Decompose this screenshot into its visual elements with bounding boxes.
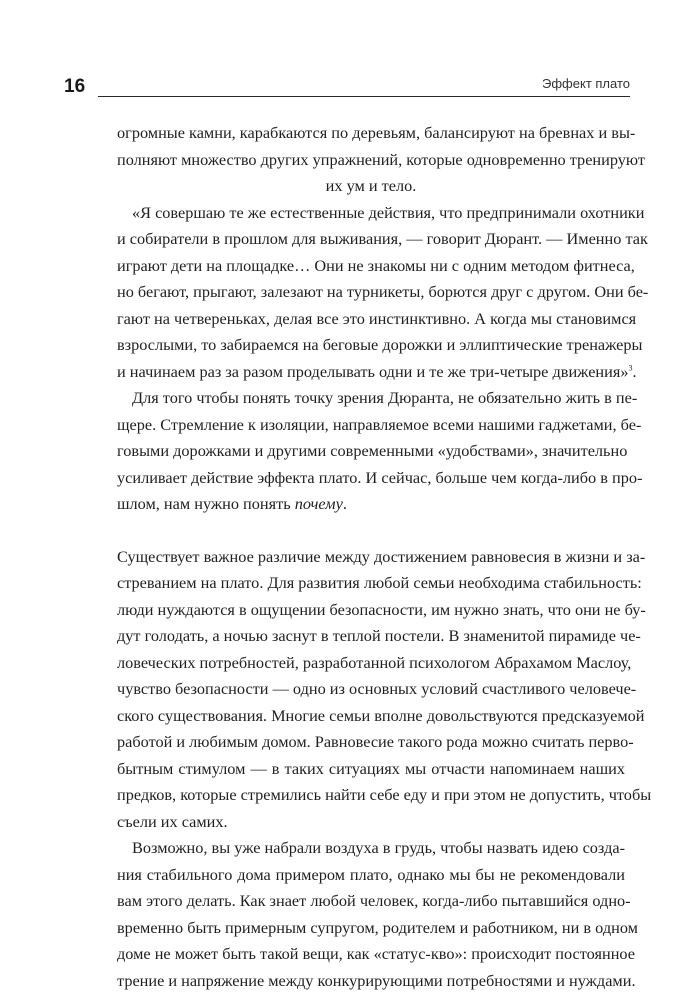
- text-line: шлом, нам нужно понять: [117, 494, 291, 513]
- text-line: предков, которые стремились найти себе еду и при этом не допустить, чтобы: [117, 785, 652, 804]
- text-line: «Я совершаю те же естественные действия, что предпринимали охотники: [132, 202, 645, 222]
- text-line: люди нуждаются в ощущении безопасности, им нужно знать, что они не бу-: [117, 599, 646, 619]
- running-title: Эффект плато: [542, 76, 630, 91]
- text-line: огромные камни, карабкаются по деревьям, балансируют на бревнах и вы-: [117, 123, 636, 142]
- text-line: работой и любимым домом. Равновесие такого рода можно считать перво-: [117, 732, 634, 751]
- text-line: ского существования. Многие семьи вполне довольствуются предсказуемой: [117, 705, 645, 725]
- text-line: стреванием на плато. Для развития любой семьи необходима стабильность:: [117, 573, 642, 592]
- text-line: чувство безопасности — одно из основных условий счастливого человече-: [117, 679, 637, 698]
- text-line: Для того чтобы понять точку зрения Дюранта, не обязательно жить в пе-: [132, 388, 638, 407]
- text-line: временно быть примерным супругом, родителем и работником, ни в одном: [117, 917, 638, 937]
- text-line: щере. Стремление к изоляции, направляемое всеми нашими гаджетами, бе-: [117, 414, 642, 434]
- text-line: ния стабильного дома примером плато, однако мы бы не рекомендовали: [117, 864, 625, 884]
- text-line: и собиратели в прошлом для выживания, — говорит Дюрант. — Именно так: [117, 229, 648, 248]
- paragraph-5: [117, 835, 638, 994]
- text-line: и начинаем раз за разом проделывать одни и те же три-четыре движения»: [117, 361, 629, 381]
- text-line: дут голодать, а ночью заснут в теплой постели. В знаменитой пирамиде че-: [117, 626, 641, 645]
- text-line: доме не может быть такой вещи, как «статус-кво»: происходит постоянное: [117, 944, 635, 963]
- text-line: но бегают, прыгают, залезают на турникеты, борются друг с другом. Они бе-: [117, 282, 649, 301]
- paragraph-3: [117, 385, 643, 518]
- text-line: Возможно, вы уже набрали воздуха в грудь, чтобы назвать идею созда-: [132, 838, 625, 857]
- text-line-with-footnote: и начинаем раз за разом проделывать одни и те же три-четыре движения»$^3$.: [117, 361, 637, 381]
- text-line: ловеческих потребностей, разработанной психологом Абрахамом Маслоу,: [117, 652, 632, 672]
- italic-word: почему: [294, 494, 343, 513]
- text-line: вам этого делать. Как знает любой человек, когда-либо пытавшийся одно-: [117, 891, 631, 910]
- paragraph-1: [117, 120, 645, 200]
- text-line: бытным стимулом — в таких ситуациях мы отчасти напоминаем наших: [117, 758, 625, 778]
- body-text: [117, 120, 652, 994]
- text-line: съели их самих.: [117, 811, 228, 831]
- paragraph-4: [117, 544, 652, 836]
- page-header: [64, 72, 630, 102]
- text-line: Существует важное различие между достижением равновесия в жизни и за-: [117, 546, 646, 566]
- text-line: их ум и тело.: [325, 176, 417, 195]
- footnote-marker: 3: [628, 363, 633, 373]
- text-line: играют дети на площадке… Они не знакомы ни с одним методом фитнеса,: [117, 255, 635, 275]
- page-number: 16: [64, 76, 86, 97]
- sentence-end: .: [342, 494, 347, 513]
- text-line: усиливает действие эффекта плато. И сейчас, больше чем когда-либо в про-: [117, 467, 643, 487]
- header-rule: [98, 96, 630, 97]
- text-line: гают на четвереньках, делая все это инстинктивно. А когда мы становимся: [117, 308, 637, 328]
- text-line: полняют множество других упражнений, которые одновременно тренируют: [117, 149, 645, 169]
- paragraph-2: [117, 200, 649, 386]
- text-line: взрослыми, то забираемся на беговые дорожки и эллиптические тренажеры: [117, 335, 643, 354]
- section-break: [117, 518, 625, 544]
- text-line: трение и напряжение между конкурирующими потребностями и нуждами.: [117, 970, 636, 990]
- text-line: говыми дорожками и другими современными «удобствами», значительно: [117, 441, 628, 460]
- text-line-with-italic: [117, 491, 625, 518]
